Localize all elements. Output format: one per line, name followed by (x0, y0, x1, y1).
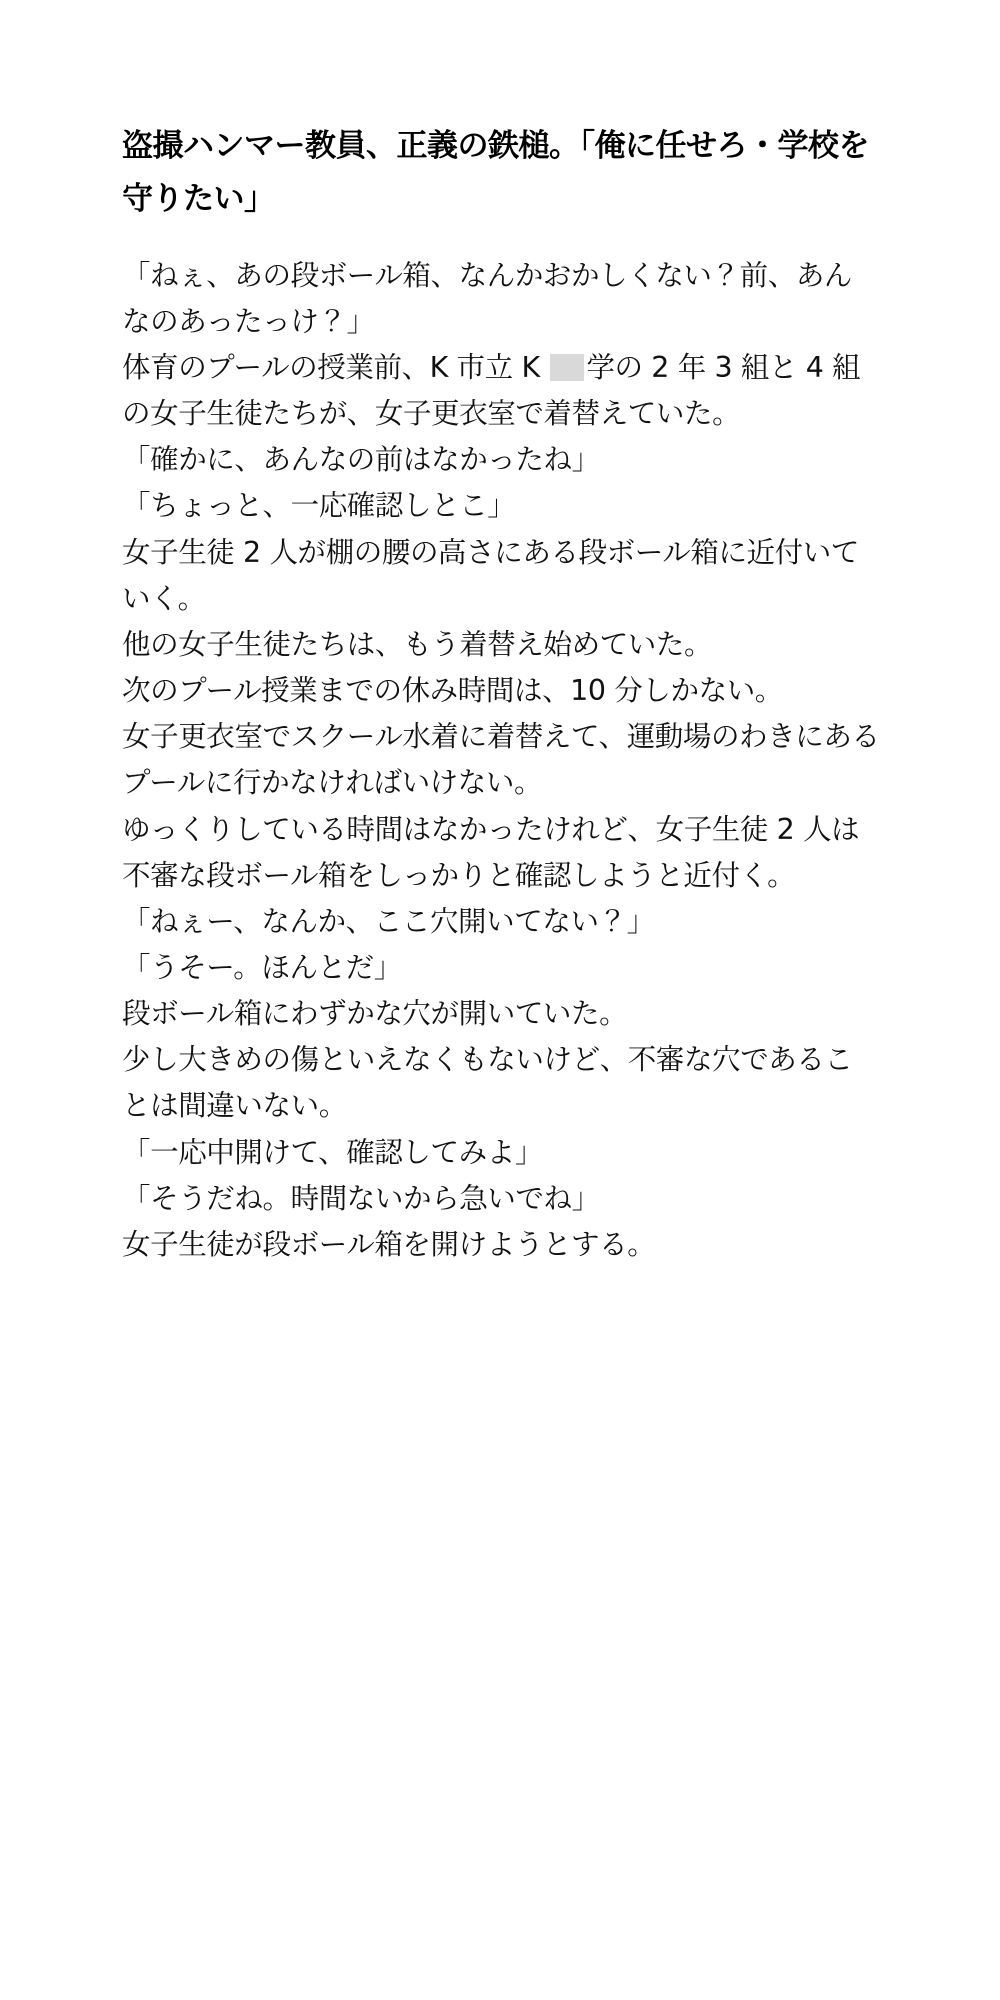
paragraph: 女子生徒が段ボール箱を開けようとする。 (122, 1227, 656, 1261)
paragraph: 他の女子生徒たちは、もう着替え始めていた。 (122, 627, 713, 661)
paragraph: 「ちょっと、一応確認しとこ」 (122, 489, 516, 523)
paragraph: 女子生徒 2 人が棚の腰の高さにある段ボール箱に近付いていく。 (122, 535, 859, 615)
paragraph: 段ボール箱にわずかな穴が開いていた。 (122, 997, 628, 1031)
paragraph-text-after-redaction: 学の 2 年 3 組と 4 組の女子生徒たちが、女子更衣室で着替えていた。 (122, 350, 861, 431)
article-body (122, 253, 880, 1268)
redaction-block (550, 354, 584, 381)
paragraph: 「そうだね。時間ないから急いでね」 (122, 1181, 600, 1215)
paragraph: ゆっくりしている時間はなかったけれど、女子生徒 2 人は不審な段ボール箱をしっかりと確認しようと近付く。 (122, 812, 860, 892)
paragraph: 「ねぇ、あの段ボール箱、なんかおかしくない？前、あんなのあったっけ？」 (122, 258, 853, 338)
paragraph: 「ねぇー、なんか、ここ穴開いてない？」 (122, 904, 655, 938)
paragraph-redacted (122, 345, 880, 437)
paragraph: 少し大きめの傷といえなくもないけど、不審な穴であることは間違いない。 (122, 1043, 853, 1123)
paragraph: 「一応中開けて、確認してみよ」 (122, 1135, 543, 1169)
paragraph: 女子更衣室でスクール水着に着替えて、運動場のわきにあるプールに行かなければいけない。 (122, 720, 880, 800)
paragraph: 「うそー。ほんとだ」 (122, 950, 402, 984)
paragraph: 「確かに、あんなの前はなかったね」 (122, 443, 600, 477)
paragraph-text-before-redaction: 体育のプールの授業前、K 市立 K (122, 350, 549, 384)
paragraph: 次のプール授業までの休み時間は、10 分しかない。 (122, 674, 783, 708)
page-title: 盗撮ハンマー教員、正義の鉄槌。「俺に任せろ・学校を守りたい」 (122, 128, 869, 218)
